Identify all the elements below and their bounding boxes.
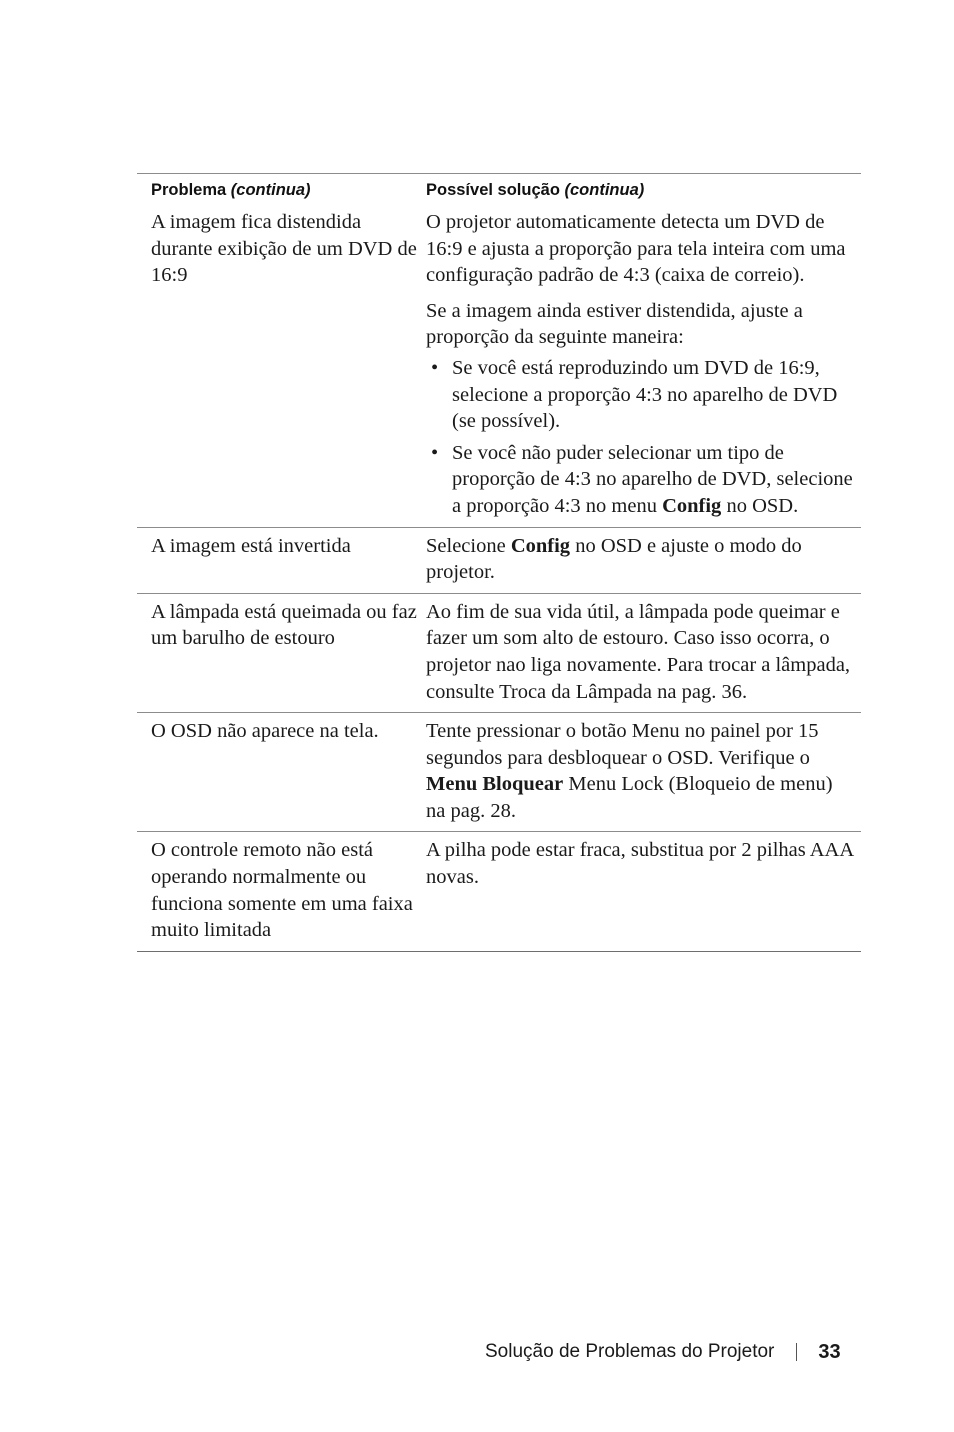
table-row <box>137 712 861 831</box>
solution-cell: Selecione Config no OSD e ajuste o modo do projetor. <box>426 534 802 584</box>
header-solution: Possível solução (continua) <box>426 181 645 199</box>
bullet-list <box>426 355 855 520</box>
problem-cell: O controle remoto não está operando normalmente ou funciona somente em uma faixa muito limitada <box>151 839 413 942</box>
troubleshooting-table <box>137 173 861 952</box>
table-row <box>137 593 861 712</box>
footer-divider <box>796 1343 797 1361</box>
section-title: Solução de Problemas do Projetor <box>485 1341 775 1362</box>
page-number: 33 <box>818 1340 841 1363</box>
solution-cell: Ao fim de sua vida útil, a lâmpada pode queimar e fazer um som alto de estouro. Caso isso ocorra, o projetor nao liga novamente. Para trocar a lâmpada, consulte Troca da Lâmpada na pag. 36. <box>426 600 851 703</box>
solution-cell: Tente pressionar o botão Menu no painel por 15 segundos para desbloquear o OSD. Verifique o Menu Bloquear Menu Lock (Bloqueio de menu) na pag. 28. <box>426 720 833 822</box>
list-item: • Se você está reproduzindo um DVD de 16:9, selecione a proporção 4:3 no aparelho de DVD (se possível). <box>431 356 838 433</box>
bullet-icon: • <box>431 441 439 464</box>
page-footer <box>485 1338 855 1366</box>
bullet-icon: • <box>431 356 439 379</box>
problem-cell: O OSD não aparece na tela. <box>151 720 379 743</box>
table-row <box>137 204 861 527</box>
table-row <box>137 831 861 950</box>
solution-cell <box>426 209 861 520</box>
table-header-row <box>137 174 861 204</box>
problem-cell: A imagem fica distendida durante exibição de um DVD de 16:9 <box>151 211 417 287</box>
solution-paragraph: O projetor automaticamente detecta um DVD de 16:9 e ajusta a proporção para tela inteira com uma configuração padrão de 4:3 (caixa de correio). <box>426 211 846 287</box>
list-item: • Se você não puder selecionar um tipo de proporção de 4:3 no aparelho de DVD, selecione a proporção 4:3 no menu Config no OSD. <box>431 441 853 517</box>
header-problem: Problema (continua) <box>151 181 311 199</box>
problem-cell: A lâmpada está queimada ou faz um barulho de estouro <box>151 600 417 650</box>
problem-cell: A imagem está invertida <box>151 534 351 557</box>
table-row <box>137 527 861 593</box>
solution-cell: A pilha pode estar fraca, substitua por 2 pilhas AAA novas. <box>426 839 853 889</box>
solution-paragraph: Se a imagem ainda estiver distendida, ajuste a proporção da seguinte maneira: <box>426 299 803 349</box>
